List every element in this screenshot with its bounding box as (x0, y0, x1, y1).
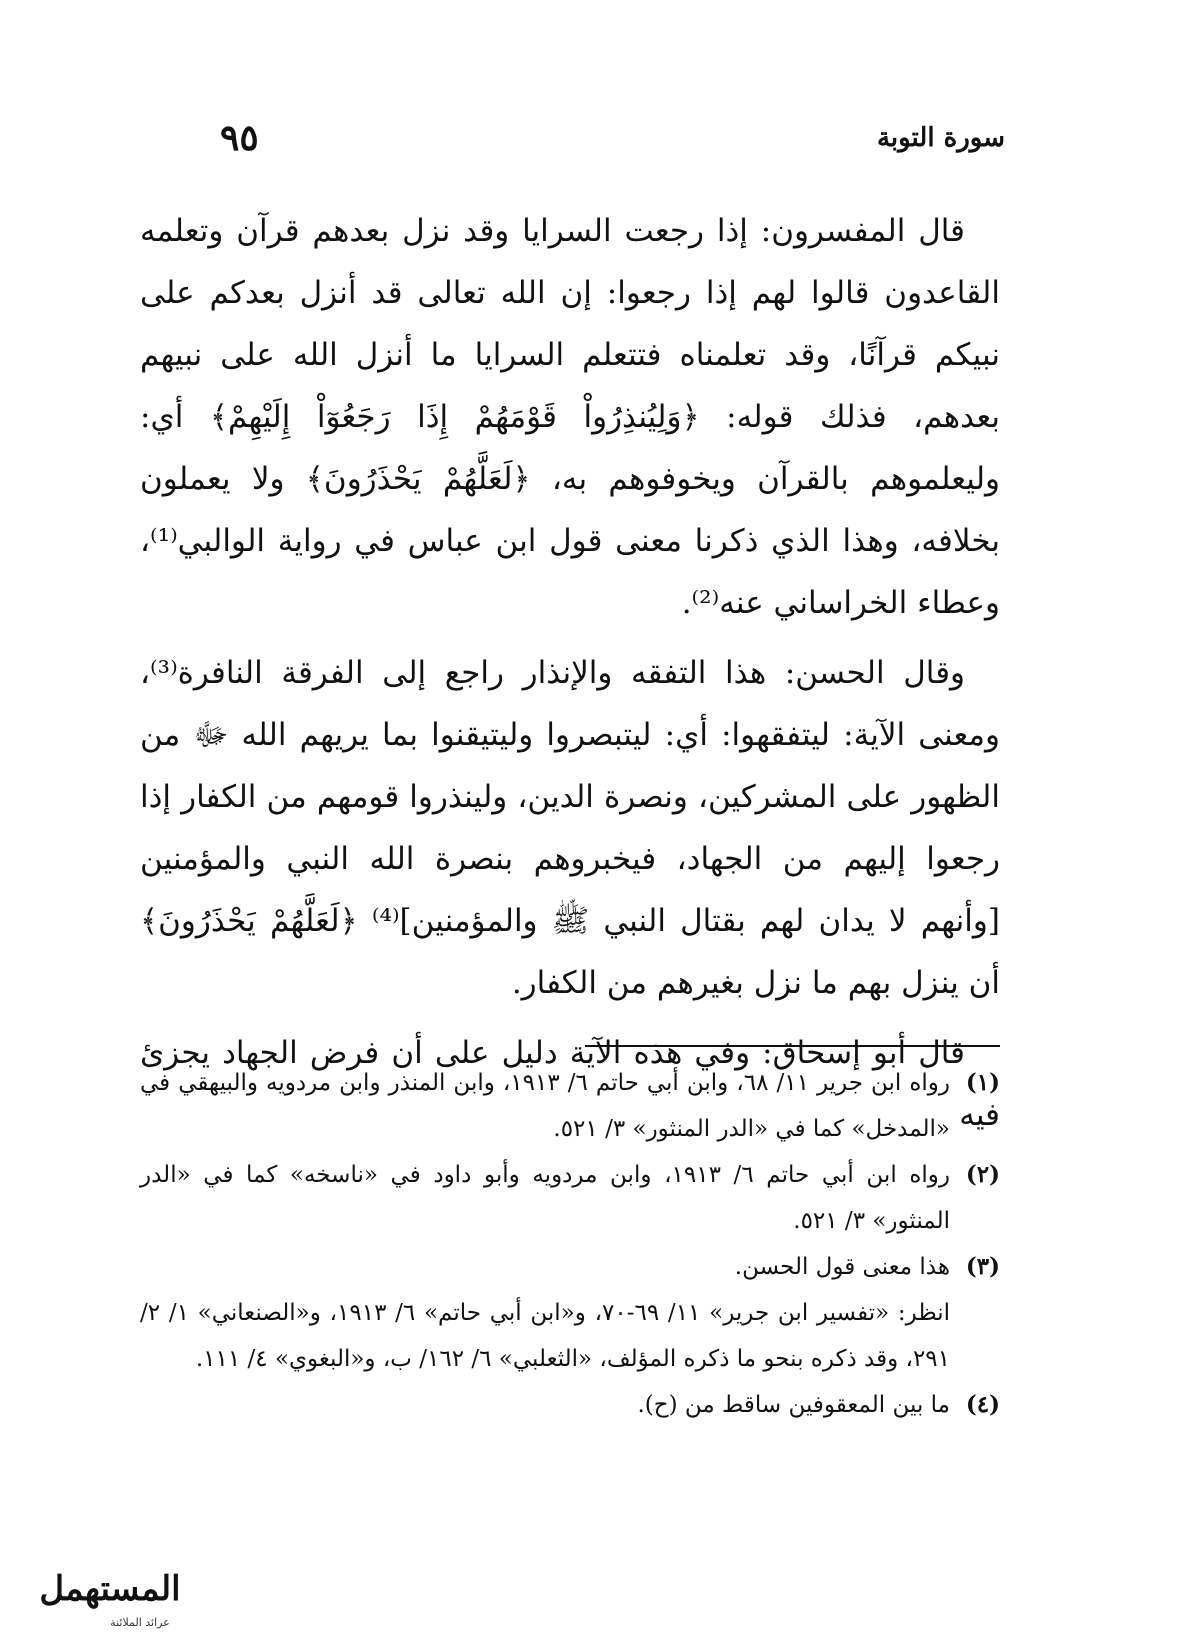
footnote-text: رواه ابن جرير ١١/ ٦٨، وابن أبي حاتم ٦/ ١٩١٣، وابن المنذر وابن مردويه والبيهقي في «المدخل» كما في «الدر المنثور» ٣/ ٥٢١. (140, 1070, 950, 1142)
page-header (220, 108, 1005, 168)
footnote-number: (١) (965, 1069, 1000, 1096)
paragraph: قال أبو إسحاق: وفي هذه الآية دليل على أن فرض الجهاد يجزئ فيه (140, 1035, 1000, 1133)
surah-title: سورة التوبة (876, 123, 1005, 153)
paragraph: قال المفسرون: إذا رجعت السرايا وقد نزل بعدهم قرآن وتعلمه القاعدون قالوا لهم إذا رجعوا: إن الله تعالى قد أنزل بعدكم على نبيكم قرآنًا، وقد تعلمناه فتتعلم السرايا ما أنزل الله على نبيهم بعدهم، فذلك قوله: ﴿وَلِيُنذِرُواْ قَوْمَهُمْ إِذَا رَجَعُوٓاْ إِلَيْهِمْ﴾ أي: وليعلموهم بالقرآن ويخوفوهم به، ﴿لَعَلَّهُمْ يَحْذَرُونَ﴾ ولا يعملون بخلافه، وهذا الذي ذكرنا معنى قول ابن عباس في رواية الوالبي⁽¹⁾، وعطاء الخراساني عنه⁽²⁾. (140, 213, 1000, 621)
footnote-text: ما بين المعقوفين ساقط من (ح). (637, 1392, 950, 1418)
footnote-1 (140, 1060, 1000, 1152)
main-text (140, 200, 1000, 1146)
logo-text: المستهمل (39, 1569, 181, 1609)
footnote-number: (٤) (965, 1391, 1000, 1418)
footnote-number: (٢) (965, 1161, 1000, 1188)
paragraph: وقال الحسن: هذا التفقه والإنذار راجع إلى الفرقة النافرة⁽³⁾، ومعنى الآية: ليتفقهوا: أي: ليتبصروا وليتيقنوا بما يريهم الله ﷻ من الظهور على المشركين، ونصرة الدين، ولينذروا قومهم من الكفار إذا رجعوا إليهم من الجهاد، فيخبروهم بنصرة الله النبي والمؤمنين [وأنهم لا يدان لهم بقتال النبي ﷺ والمؤمنين]⁽⁴⁾ ﴿لَعَلَّهُمْ يَحْذَرُونَ﴾ أن ينزل بهم ما نزل بغيرهم من الكفار. (140, 655, 1000, 1001)
logo-subtext: عرائد الملائنة (110, 1616, 170, 1629)
page-number: ٩٥ (220, 117, 259, 159)
publisher-logo (20, 1560, 200, 1635)
footnote-3 (140, 1244, 1000, 1290)
footnote-text: هذا معنى قول الحسن. (734, 1254, 950, 1280)
footnote-2 (140, 1152, 1000, 1244)
footnote-4 (140, 1382, 1000, 1428)
footnote-text: رواه ابن أبي حاتم ٦/ ١٩١٣، وابن مردويه وأبو داود في «ناسخه» كما في «الدر المنثور» ٣/ ٥٢١. (140, 1162, 951, 1234)
footnote-3-continuation: انظر: «تفسير ابن جرير» ١١/ ٦٩-٧٠، و«ابن أبي حاتم» ٦/ ١٩١٣، و«الصنعاني» ١/ ٢/ ٢٩١، وقد ذكره بنحو ما ذكره المؤلف، «الثعلبي» ٦/ ١٦٢/ ب، و«البغوي» ٤/ ١١١. (140, 1300, 950, 1372)
footnote-divider (585, 1045, 1000, 1047)
footnotes (140, 1060, 1000, 1428)
footnote-number: (٣) (965, 1253, 1000, 1280)
